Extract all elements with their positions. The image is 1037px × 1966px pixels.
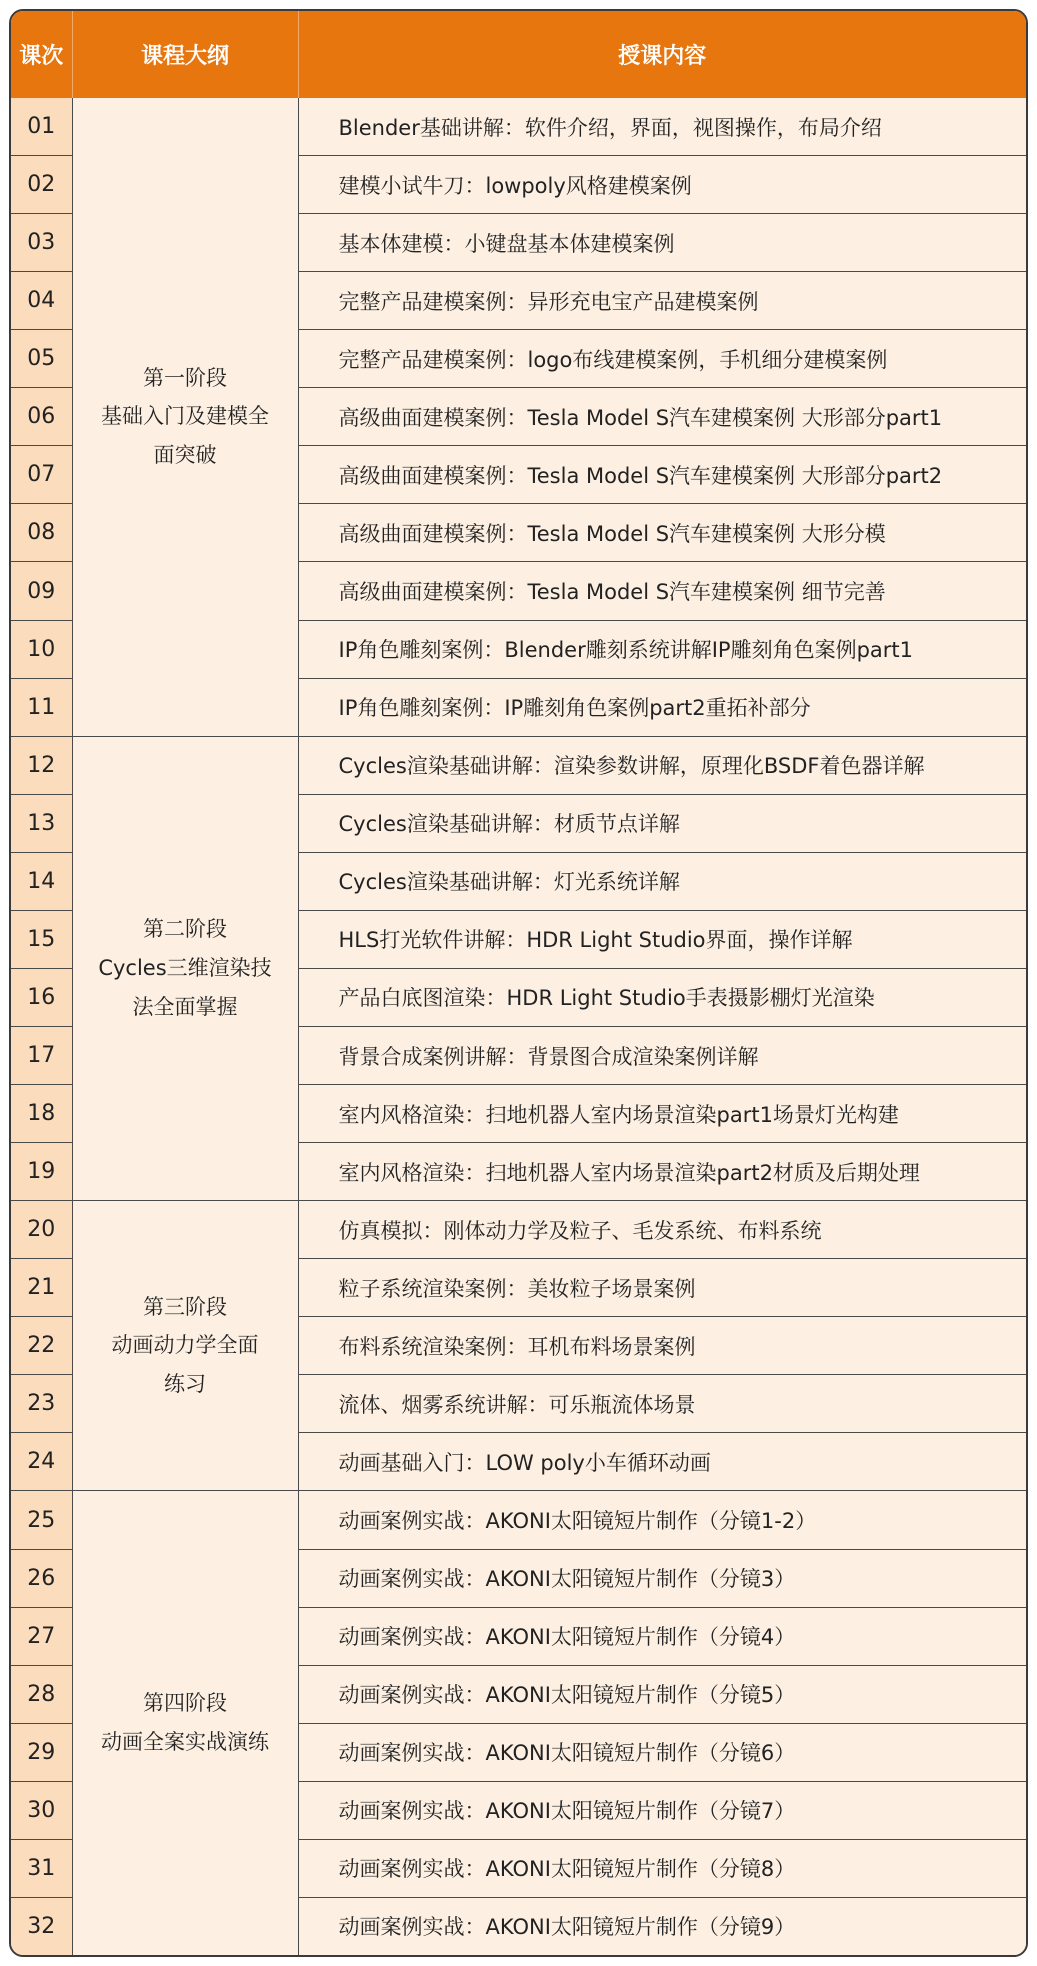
lesson-number: 14	[11, 852, 72, 910]
lesson-number: 20	[11, 1201, 72, 1259]
lesson-number: 23	[11, 1375, 72, 1433]
lesson-content: 动画案例实战：AKONI太阳镜短片制作（分镜6）	[298, 1723, 1026, 1781]
stage-title-line: 法全面掌握	[132, 994, 238, 1019]
lesson-number: 30	[11, 1781, 72, 1839]
lesson-number: 10	[11, 620, 72, 678]
lesson-content: Blender基础讲解：软件介绍，界面，视图操作，布局介绍	[298, 98, 1026, 156]
stage-title-line: 动画全案实战演练	[101, 1730, 269, 1755]
stage-title-line: 第一阶段	[143, 365, 227, 390]
lesson-content: 高级曲面建模案例：Tesla Model S汽车建模案例 细节完善	[298, 562, 1026, 620]
lesson-number: 03	[11, 214, 72, 272]
lesson-content: IP角色雕刻案例：Blender雕刻系统讲解IP雕刻角色案例part1	[298, 620, 1026, 678]
lesson-content: 室内风格渲染：扫地机器人室内场景渲染part2材质及后期处理	[298, 1143, 1026, 1201]
table-row	[11, 1201, 1026, 1259]
lesson-number: 29	[11, 1723, 72, 1781]
lesson-content: 动画基础入门：LOW poly小车循环动画	[298, 1433, 1026, 1491]
lesson-number: 25	[11, 1491, 72, 1549]
lesson-number: 32	[11, 1897, 72, 1955]
lesson-content: 背景合成案例讲解：背景图合成渲染案例详解	[298, 1026, 1026, 1084]
lesson-content: 完整产品建模案例：异形充电宝产品建模案例	[298, 272, 1026, 330]
table-header-row	[11, 11, 1026, 98]
lesson-number: 12	[11, 736, 72, 794]
lesson-content: HLS打光软件讲解：HDR Light Studio界面，操作详解	[298, 910, 1026, 968]
table-row	[11, 98, 1026, 156]
lesson-number: 15	[11, 910, 72, 968]
lesson-number: 24	[11, 1433, 72, 1491]
stage-title-line: 动画动力学全面	[111, 1333, 259, 1358]
lesson-content: Cycles渲染基础讲解：材质节点详解	[298, 794, 1026, 852]
stage-title-line: 面突破	[153, 443, 217, 468]
lesson-content: 建模小试牛刀：lowpoly风格建模案例	[298, 156, 1026, 214]
lesson-content: 粒子系统渲染案例：美妆粒子场景案例	[298, 1259, 1026, 1317]
header-outline: 课程大纲	[72, 11, 298, 98]
stage-cell	[72, 736, 298, 1201]
lesson-number: 21	[11, 1259, 72, 1317]
lesson-content: 产品白底图渲染：HDR Light Studio手表摄影棚灯光渲染	[298, 968, 1026, 1026]
lesson-content: 室内风格渲染：扫地机器人室内场景渲染part1场景灯光构建	[298, 1085, 1026, 1143]
lesson-content: Cycles渲染基础讲解：灯光系统详解	[298, 852, 1026, 910]
lesson-number: 06	[11, 388, 72, 446]
lesson-number: 19	[11, 1143, 72, 1201]
curriculum-table	[11, 11, 1026, 1955]
lesson-content: 动画案例实战：AKONI太阳镜短片制作（分镜1-2）	[298, 1491, 1026, 1549]
table-body	[11, 98, 1026, 1955]
stage-title-line: 练习	[164, 1372, 206, 1397]
lesson-content: IP角色雕刻案例：IP雕刻角色案例part2重拓补部分	[298, 678, 1026, 736]
stage-title-line: 第二阶段	[143, 917, 227, 942]
lesson-content: 高级曲面建模案例：Tesla Model S汽车建模案例 大形部分part1	[298, 388, 1026, 446]
lesson-content: 流体、烟雾系统讲解：可乐瓶流体场景	[298, 1375, 1026, 1433]
stage-cell	[72, 1201, 298, 1491]
lesson-number: 16	[11, 968, 72, 1026]
lesson-content: 动画案例实战：AKONI太阳镜短片制作（分镜7）	[298, 1781, 1026, 1839]
lesson-content: 动画案例实战：AKONI太阳镜短片制作（分镜3）	[298, 1549, 1026, 1607]
lesson-content: 仿真模拟：刚体动力学及粒子、毛发系统、布料系统	[298, 1201, 1026, 1259]
stage-cell	[72, 1491, 298, 1955]
lesson-number: 22	[11, 1317, 72, 1375]
lesson-content: 动画案例实战：AKONI太阳镜短片制作（分镜8）	[298, 1839, 1026, 1897]
lesson-number: 26	[11, 1549, 72, 1607]
lesson-number: 09	[11, 562, 72, 620]
stage-title-line: 第四阶段	[143, 1691, 227, 1716]
lesson-content: Cycles渲染基础讲解：渲染参数讲解，原理化BSDF着色器详解	[298, 736, 1026, 794]
lesson-content: 完整产品建模案例：logo布线建模案例，手机细分建模案例	[298, 330, 1026, 388]
lesson-content: 动画案例实战：AKONI太阳镜短片制作（分镜9）	[298, 1897, 1026, 1955]
header-content: 授课内容	[298, 11, 1026, 98]
course-outline-table	[9, 9, 1028, 1957]
lesson-number: 18	[11, 1085, 72, 1143]
lesson-content: 动画案例实战：AKONI太阳镜短片制作（分镜4）	[298, 1607, 1026, 1665]
lesson-number: 28	[11, 1665, 72, 1723]
stage-title-line: Cycles三维渲染技	[98, 956, 272, 980]
lesson-number: 04	[11, 272, 72, 330]
stage-cell	[72, 98, 298, 736]
lesson-number: 17	[11, 1026, 72, 1084]
lesson-content: 动画案例实战：AKONI太阳镜短片制作（分镜5）	[298, 1665, 1026, 1723]
lesson-number: 11	[11, 678, 72, 736]
lesson-number: 01	[11, 98, 72, 156]
lesson-content: 高级曲面建模案例：Tesla Model S汽车建模案例 大形部分part2	[298, 446, 1026, 504]
lesson-number: 27	[11, 1607, 72, 1665]
lesson-number: 07	[11, 446, 72, 504]
stage-title-line: 第三阶段	[143, 1294, 227, 1319]
lesson-number: 08	[11, 504, 72, 562]
lesson-content: 高级曲面建模案例：Tesla Model S汽车建模案例 大形分模	[298, 504, 1026, 562]
lesson-number: 05	[11, 330, 72, 388]
lesson-number: 31	[11, 1839, 72, 1897]
stage-title-line: 基础入门及建模全	[101, 404, 269, 429]
table-row	[11, 1491, 1026, 1549]
lesson-content: 布料系统渲染案例：耳机布料场景案例	[298, 1317, 1026, 1375]
lesson-number: 02	[11, 156, 72, 214]
lesson-number: 13	[11, 794, 72, 852]
header-lesson: 课次	[11, 11, 72, 98]
table-row	[11, 736, 1026, 794]
lesson-content: 基本体建模：小键盘基本体建模案例	[298, 214, 1026, 272]
